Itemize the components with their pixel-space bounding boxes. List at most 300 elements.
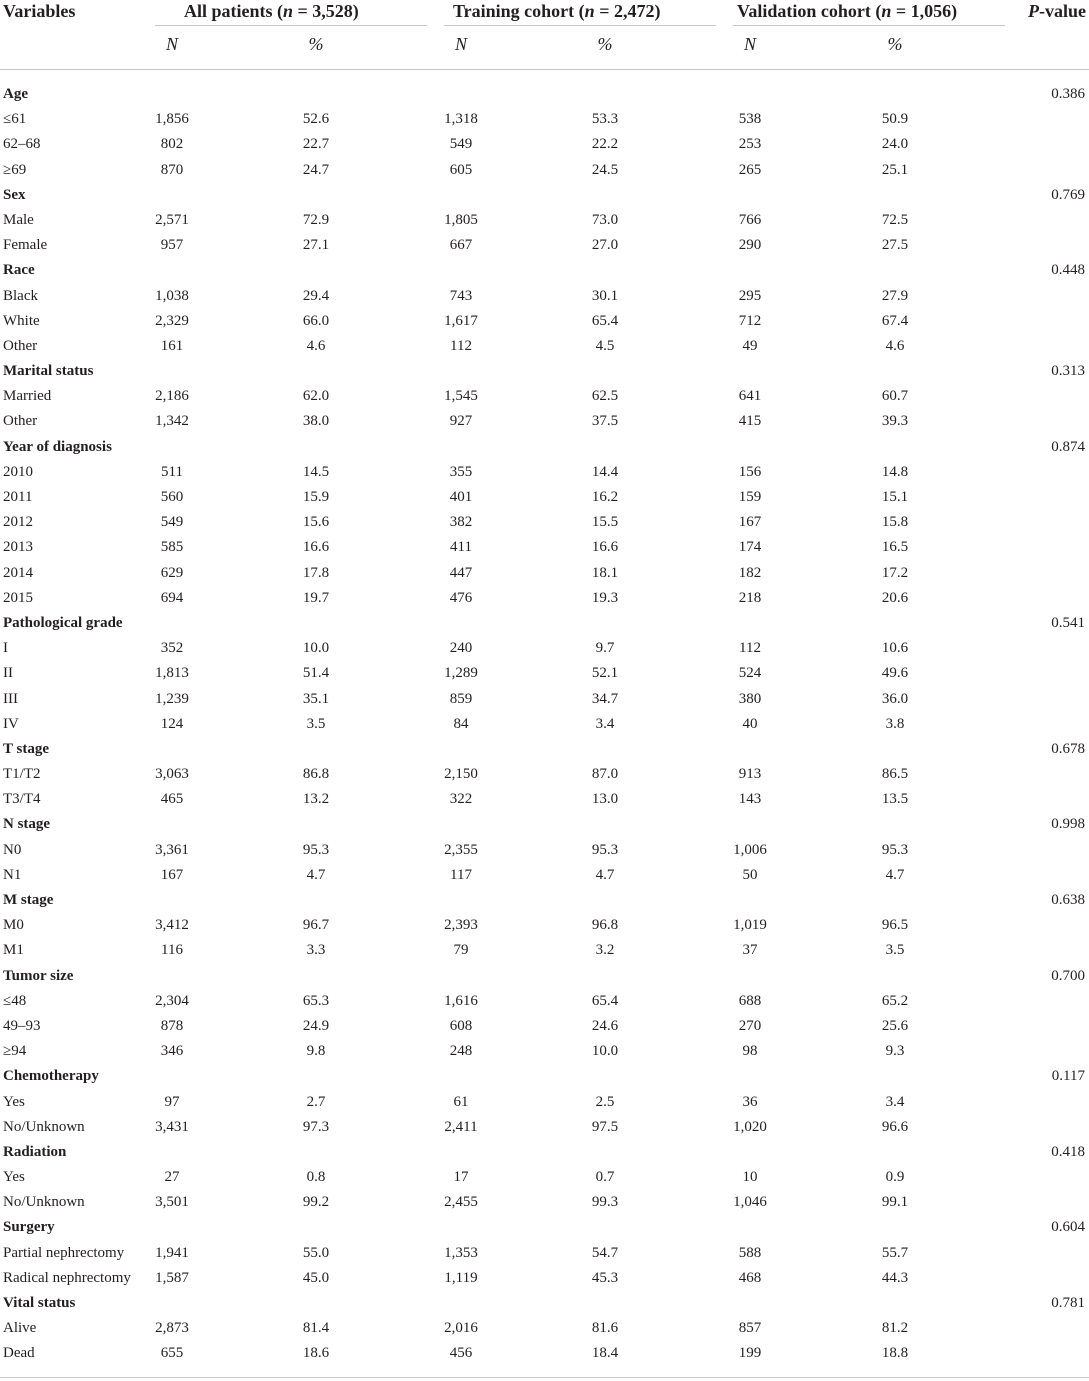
group-count: = 3,528) bbox=[293, 1, 359, 21]
count-cell: 117 bbox=[450, 866, 472, 883]
count-cell: 1,318 bbox=[444, 111, 478, 128]
count-cell: 608 bbox=[449, 1017, 473, 1034]
sub-header-n: N bbox=[743, 34, 756, 54]
table-row bbox=[0, 661, 1089, 686]
count-cell: 456 bbox=[449, 1345, 473, 1362]
sub-header-percent: % bbox=[308, 34, 324, 54]
variable-label: Other bbox=[3, 413, 38, 430]
category-row bbox=[0, 611, 1089, 636]
table-row bbox=[0, 838, 1089, 863]
percent-cell: 9.3 bbox=[885, 1043, 905, 1060]
table-row bbox=[0, 384, 1089, 409]
table-row bbox=[0, 1316, 1089, 1341]
percent-cell: 9.7 bbox=[595, 640, 615, 657]
p-value-cell: 0.638 bbox=[1051, 892, 1085, 908]
category-row bbox=[0, 183, 1089, 208]
group-label: Training cohort ( bbox=[453, 1, 585, 21]
percent-cell: 86.8 bbox=[302, 766, 330, 783]
p-value-cell: 0.998 bbox=[1051, 816, 1085, 833]
table-row bbox=[0, 485, 1089, 510]
variable-label: 62–68 bbox=[3, 136, 41, 153]
category-label: T stage bbox=[3, 740, 49, 757]
category-row bbox=[0, 812, 1089, 837]
p-value-cell: 0.604 bbox=[1051, 1219, 1085, 1236]
percent-cell: 66.0 bbox=[302, 312, 330, 329]
table-bottom-rule bbox=[0, 1377, 1089, 1378]
percent-cell: 34.7 bbox=[591, 690, 619, 707]
percent-cell: 4.7 bbox=[885, 866, 905, 883]
percent-cell: 45.3 bbox=[591, 1269, 619, 1286]
percent-cell: 2.5 bbox=[595, 1093, 615, 1110]
percent-cell: 96.7 bbox=[302, 917, 330, 934]
percent-cell: 18.4 bbox=[591, 1345, 619, 1362]
count-cell: 3,063 bbox=[155, 766, 189, 783]
percent-cell: 3.5 bbox=[885, 942, 905, 959]
variable-label: N0 bbox=[3, 841, 22, 858]
count-cell: 694 bbox=[160, 589, 184, 606]
count-cell: 36 bbox=[742, 1093, 758, 1110]
variable-label: 2015 bbox=[3, 589, 33, 606]
count-cell: 655 bbox=[160, 1345, 184, 1362]
p-value-cell: 0.874 bbox=[1051, 438, 1085, 455]
count-cell: 2,329 bbox=[155, 312, 189, 329]
percent-cell: 72.5 bbox=[881, 211, 909, 228]
category-label: Chemotherapy bbox=[3, 1068, 99, 1085]
count-cell: 641 bbox=[738, 388, 762, 405]
percent-cell: 14.5 bbox=[302, 463, 330, 480]
count-cell: 3,412 bbox=[155, 917, 189, 934]
category-label: Pathological grade bbox=[3, 614, 123, 631]
count-cell: 3,431 bbox=[155, 1118, 189, 1135]
percent-cell: 51.4 bbox=[302, 665, 330, 682]
variable-label: I bbox=[3, 640, 8, 657]
percent-cell: 45.0 bbox=[302, 1269, 330, 1286]
count-cell: 182 bbox=[738, 564, 762, 581]
percent-cell: 99.2 bbox=[302, 1194, 330, 1211]
header-divider bbox=[0, 69, 1089, 70]
percent-cell: 65.4 bbox=[591, 992, 619, 1009]
count-cell: 1,289 bbox=[444, 665, 478, 682]
percent-cell: 22.7 bbox=[302, 136, 330, 153]
percent-cell: 24.0 bbox=[881, 136, 909, 153]
percent-cell: 62.0 bbox=[302, 388, 330, 405]
count-cell: 37 bbox=[742, 942, 758, 959]
n-symbol: n bbox=[881, 1, 892, 21]
count-cell: 2,304 bbox=[155, 992, 189, 1009]
count-cell: 27 bbox=[164, 1169, 180, 1186]
percent-cell: 39.3 bbox=[881, 413, 909, 430]
count-cell: 878 bbox=[160, 1017, 184, 1034]
category-label: M stage bbox=[3, 892, 54, 908]
category-row bbox=[0, 1064, 1089, 1089]
percent-cell: 27.1 bbox=[302, 237, 330, 254]
count-cell: 3,361 bbox=[155, 841, 189, 858]
variable-label: T3/T4 bbox=[3, 791, 41, 808]
percent-cell: 49.6 bbox=[881, 665, 909, 682]
count-cell: 380 bbox=[738, 690, 762, 707]
variable-label: III bbox=[3, 690, 18, 707]
percent-cell: 65.3 bbox=[302, 992, 330, 1009]
count-cell: 524 bbox=[738, 665, 762, 682]
n-symbol: n bbox=[283, 1, 294, 21]
count-cell: 290 bbox=[738, 237, 762, 254]
percent-cell: 3.3 bbox=[306, 942, 326, 959]
p-value-cell: 0.781 bbox=[1051, 1295, 1085, 1311]
count-cell: 50 bbox=[742, 866, 758, 883]
category-label: Sex bbox=[3, 186, 26, 203]
count-cell: 352 bbox=[160, 640, 184, 657]
table-row bbox=[0, 409, 1089, 434]
table-row bbox=[0, 687, 1089, 712]
count-cell: 40 bbox=[742, 715, 758, 732]
count-cell: 712 bbox=[738, 312, 762, 329]
count-cell: 1,941 bbox=[155, 1244, 189, 1261]
group-count: = 1,056) bbox=[891, 1, 958, 21]
table-row bbox=[0, 712, 1089, 737]
percent-cell: 3.5 bbox=[306, 715, 326, 732]
variable-label: Female bbox=[3, 237, 48, 254]
category-label: Surgery bbox=[3, 1219, 55, 1236]
variable-label: Alive bbox=[3, 1320, 37, 1337]
count-cell: 2,355 bbox=[444, 841, 478, 858]
count-cell: 447 bbox=[449, 564, 473, 581]
count-cell: 2,571 bbox=[155, 211, 189, 228]
percent-cell: 27.9 bbox=[881, 287, 909, 304]
variable-label: ≤61 bbox=[3, 111, 27, 128]
variable-label: ≥69 bbox=[3, 161, 27, 178]
table-row bbox=[0, 309, 1089, 334]
percent-cell: 29.4 bbox=[302, 287, 330, 304]
percent-cell: 95.3 bbox=[302, 841, 330, 858]
percent-cell: 18.8 bbox=[881, 1345, 909, 1362]
variable-label: Radical nephrectomy bbox=[3, 1269, 131, 1286]
table-row bbox=[0, 208, 1089, 233]
percent-cell: 73.0 bbox=[591, 211, 619, 228]
percent-cell: 44.3 bbox=[881, 1269, 909, 1286]
group-label: Validation cohort ( bbox=[737, 1, 882, 21]
count-cell: 857 bbox=[738, 1320, 762, 1337]
count-cell: 1,006 bbox=[733, 841, 767, 858]
p-value-cell: 0.313 bbox=[1051, 363, 1085, 380]
table-row bbox=[0, 989, 1089, 1014]
percent-cell: 14.4 bbox=[591, 463, 619, 480]
variable-label: M1 bbox=[3, 942, 24, 959]
percent-cell: 4.7 bbox=[595, 866, 615, 883]
percent-cell: 53.3 bbox=[591, 111, 619, 128]
sub-header-percent: % bbox=[597, 34, 613, 54]
percent-cell: 10.0 bbox=[591, 1043, 619, 1060]
table-header-row bbox=[0, 0, 1089, 28]
percent-cell: 13.2 bbox=[302, 791, 330, 808]
table-row bbox=[0, 460, 1089, 485]
table-row bbox=[0, 561, 1089, 586]
subheader-row bbox=[0, 34, 1089, 60]
percent-cell: 16.6 bbox=[302, 539, 330, 556]
percent-cell: 0.8 bbox=[306, 1169, 326, 1186]
table-row bbox=[0, 636, 1089, 661]
variable-label: ≥94 bbox=[3, 1043, 27, 1060]
variable-label: No/Unknown bbox=[3, 1118, 85, 1135]
variable-label: IV bbox=[3, 715, 19, 732]
count-cell: 1,119 bbox=[444, 1269, 478, 1286]
count-cell: 79 bbox=[453, 942, 469, 959]
count-cell: 2,186 bbox=[155, 388, 189, 405]
variable-label: 2013 bbox=[3, 539, 33, 556]
count-cell: 2,016 bbox=[444, 1320, 478, 1337]
percent-cell: 15.9 bbox=[302, 489, 330, 505]
count-cell: 588 bbox=[738, 1244, 762, 1261]
count-cell: 1,617 bbox=[444, 312, 478, 329]
category-label: Race bbox=[3, 262, 35, 279]
count-cell: 143 bbox=[738, 791, 762, 808]
percent-cell: 65.2 bbox=[881, 992, 909, 1009]
group-label: All patients ( bbox=[184, 1, 283, 21]
table-row bbox=[0, 1090, 1089, 1115]
category-label: Age bbox=[3, 86, 28, 102]
count-cell: 560 bbox=[160, 489, 184, 505]
percent-cell: 16.6 bbox=[591, 539, 619, 556]
percent-cell: 95.3 bbox=[881, 841, 909, 858]
count-cell: 411 bbox=[450, 539, 472, 556]
validation-cohort-header bbox=[737, 1, 957, 22]
variable-label: 2014 bbox=[3, 564, 33, 581]
percent-cell: 99.3 bbox=[591, 1194, 619, 1211]
percent-cell: 96.6 bbox=[881, 1118, 909, 1135]
category-row bbox=[0, 359, 1089, 384]
count-cell: 1,239 bbox=[155, 690, 189, 707]
count-cell: 218 bbox=[738, 589, 762, 606]
percent-cell: 13.5 bbox=[881, 791, 909, 808]
percent-cell: 38.0 bbox=[302, 413, 330, 430]
variable-label: Yes bbox=[3, 1169, 25, 1186]
percent-cell: 24.5 bbox=[591, 161, 619, 178]
count-cell: 112 bbox=[450, 337, 472, 354]
percent-cell: 65.4 bbox=[591, 312, 619, 329]
percent-cell: 15.5 bbox=[591, 514, 619, 531]
count-cell: 667 bbox=[449, 237, 473, 254]
count-cell: 2,455 bbox=[444, 1194, 478, 1211]
count-cell: 2,411 bbox=[444, 1118, 478, 1135]
percent-cell: 13.0 bbox=[591, 791, 619, 808]
count-cell: 1,616 bbox=[444, 992, 478, 1009]
table-row bbox=[0, 158, 1089, 183]
p-value-cell: 0.541 bbox=[1051, 614, 1085, 631]
count-cell: 97 bbox=[164, 1093, 180, 1110]
p-value-cell: 0.418 bbox=[1051, 1143, 1085, 1160]
group-underline-validation bbox=[733, 25, 1005, 26]
p-value-cell: 0.700 bbox=[1051, 967, 1085, 984]
percent-cell: 99.1 bbox=[881, 1194, 909, 1211]
group-underline-training bbox=[444, 25, 716, 26]
count-cell: 549 bbox=[449, 136, 473, 153]
group-count: = 2,472) bbox=[594, 1, 661, 21]
variable-label: Other bbox=[3, 337, 38, 354]
percent-cell: 17.8 bbox=[302, 564, 330, 581]
category-row bbox=[0, 1215, 1089, 1240]
count-cell: 585 bbox=[160, 539, 184, 556]
table-row bbox=[0, 762, 1089, 787]
variable-label: 2011 bbox=[3, 489, 33, 505]
sub-header-percent: % bbox=[887, 34, 903, 54]
table-row bbox=[0, 334, 1089, 359]
percent-cell: 10.0 bbox=[302, 640, 330, 657]
percent-cell: 27.0 bbox=[591, 237, 619, 254]
percent-cell: 81.2 bbox=[881, 1320, 909, 1337]
count-cell: 167 bbox=[738, 514, 762, 531]
count-cell: 1,545 bbox=[444, 388, 478, 405]
percent-cell: 87.0 bbox=[591, 766, 619, 783]
count-cell: 401 bbox=[449, 489, 473, 505]
count-cell: 605 bbox=[449, 161, 473, 178]
count-cell: 1,342 bbox=[155, 413, 189, 430]
percent-cell: 22.2 bbox=[591, 136, 619, 153]
table-row bbox=[0, 586, 1089, 611]
category-row bbox=[0, 258, 1089, 283]
count-cell: 743 bbox=[449, 287, 473, 304]
count-cell: 476 bbox=[449, 589, 473, 606]
count-cell: 1,587 bbox=[155, 1269, 189, 1286]
count-cell: 174 bbox=[738, 539, 762, 556]
count-cell: 156 bbox=[738, 463, 762, 480]
percent-cell: 72.9 bbox=[302, 211, 330, 228]
percent-cell: 37.5 bbox=[591, 413, 619, 430]
count-cell: 549 bbox=[160, 514, 184, 531]
count-cell: 382 bbox=[449, 514, 473, 531]
n-symbol: n bbox=[584, 1, 595, 21]
count-cell: 116 bbox=[161, 942, 183, 959]
variable-label: ≤48 bbox=[3, 992, 27, 1009]
percent-cell: 14.8 bbox=[881, 463, 909, 480]
count-cell: 870 bbox=[160, 161, 184, 178]
variable-label: 2012 bbox=[3, 514, 33, 531]
category-row bbox=[0, 1140, 1089, 1165]
percent-cell: 10.6 bbox=[881, 640, 909, 657]
count-cell: 1,019 bbox=[733, 917, 767, 934]
count-cell: 248 bbox=[449, 1043, 473, 1060]
percent-cell: 3.2 bbox=[595, 942, 615, 959]
count-cell: 1,805 bbox=[444, 211, 478, 228]
percent-cell: 9.8 bbox=[306, 1043, 326, 1060]
count-cell: 159 bbox=[738, 489, 762, 505]
percent-cell: 4.6 bbox=[306, 337, 326, 354]
category-label: Vital status bbox=[3, 1295, 76, 1311]
percent-cell: 20.6 bbox=[881, 589, 909, 606]
p-value-cell: 0.117 bbox=[1051, 1068, 1085, 1085]
table-row bbox=[0, 233, 1089, 258]
percent-cell: 4.5 bbox=[595, 337, 615, 354]
p-value-cell: 0.678 bbox=[1051, 740, 1085, 757]
table-row bbox=[0, 1039, 1089, 1064]
sub-header-n: N bbox=[454, 34, 467, 54]
count-cell: 161 bbox=[160, 337, 184, 354]
count-cell: 2,393 bbox=[444, 917, 478, 934]
count-cell: 98 bbox=[742, 1043, 758, 1060]
count-cell: 49 bbox=[742, 337, 758, 354]
count-cell: 629 bbox=[160, 564, 184, 581]
count-cell: 112 bbox=[739, 640, 761, 657]
count-cell: 295 bbox=[738, 287, 762, 304]
percent-cell: 81.6 bbox=[591, 1320, 619, 1337]
count-cell: 1,046 bbox=[733, 1194, 767, 1211]
percent-cell: 19.7 bbox=[302, 589, 330, 606]
table-row bbox=[0, 535, 1089, 560]
count-cell: 468 bbox=[738, 1269, 762, 1286]
percent-cell: 96.5 bbox=[881, 917, 909, 934]
variable-label: Dead bbox=[3, 1345, 35, 1362]
table-row bbox=[0, 284, 1089, 309]
training-cohort-header bbox=[453, 1, 660, 22]
percent-cell: 3.4 bbox=[595, 715, 615, 732]
variable-label: II bbox=[3, 665, 13, 682]
percent-cell: 0.9 bbox=[885, 1169, 905, 1186]
percent-cell: 15.8 bbox=[881, 514, 909, 531]
percent-cell: 35.1 bbox=[302, 690, 330, 707]
count-cell: 10 bbox=[742, 1169, 758, 1186]
table-row bbox=[0, 1241, 1089, 1266]
percent-cell: 30.1 bbox=[591, 287, 619, 304]
count-cell: 859 bbox=[449, 690, 473, 707]
p-value-cell: 0.448 bbox=[1051, 262, 1085, 279]
percent-cell: 81.4 bbox=[302, 1320, 330, 1337]
table-body bbox=[0, 82, 1089, 1367]
count-cell: 270 bbox=[738, 1017, 762, 1034]
count-cell: 538 bbox=[738, 111, 762, 128]
table-row bbox=[0, 510, 1089, 535]
variable-label: Married bbox=[3, 388, 52, 405]
percent-cell: 86.5 bbox=[881, 766, 909, 783]
percent-cell: 24.6 bbox=[591, 1017, 619, 1034]
count-cell: 465 bbox=[160, 791, 184, 808]
percent-cell: 67.4 bbox=[881, 312, 909, 329]
percent-cell: 52.6 bbox=[302, 111, 330, 128]
category-row bbox=[0, 1291, 1089, 1316]
count-cell: 927 bbox=[449, 413, 473, 430]
percent-cell: 18.6 bbox=[302, 1345, 330, 1362]
percent-cell: 3.8 bbox=[885, 715, 905, 732]
count-cell: 355 bbox=[449, 463, 473, 480]
percent-cell: 95.3 bbox=[591, 841, 619, 858]
table-row bbox=[0, 787, 1089, 812]
percent-cell: 97.5 bbox=[591, 1118, 619, 1135]
percent-cell: 4.7 bbox=[306, 866, 326, 883]
percent-cell: 2.7 bbox=[306, 1093, 326, 1110]
category-row bbox=[0, 435, 1089, 460]
count-cell: 415 bbox=[738, 413, 762, 430]
count-cell: 1,856 bbox=[155, 111, 189, 128]
all-patients-header bbox=[184, 1, 359, 22]
percent-cell: 16.5 bbox=[881, 539, 909, 556]
variable-label: T1/T2 bbox=[3, 766, 41, 783]
percent-cell: 15.6 bbox=[302, 514, 330, 531]
count-cell: 61 bbox=[453, 1093, 469, 1110]
count-cell: 253 bbox=[738, 136, 762, 153]
count-cell: 1,038 bbox=[155, 287, 189, 304]
p-value-cell: 0.386 bbox=[1051, 86, 1085, 102]
variable-label: N1 bbox=[3, 866, 22, 883]
count-cell: 1,353 bbox=[444, 1244, 478, 1261]
percent-cell: 3.4 bbox=[885, 1093, 905, 1110]
variable-label: Male bbox=[3, 211, 34, 228]
category-row bbox=[0, 888, 1089, 913]
percent-cell: 24.9 bbox=[302, 1017, 330, 1034]
percent-cell: 4.6 bbox=[885, 337, 905, 354]
table-row bbox=[0, 1014, 1089, 1039]
percent-cell: 19.3 bbox=[591, 589, 619, 606]
count-cell: 199 bbox=[738, 1345, 762, 1362]
count-cell: 84 bbox=[453, 715, 469, 732]
category-label: Year of diagnosis bbox=[3, 438, 112, 455]
percent-cell: 24.7 bbox=[302, 161, 330, 178]
